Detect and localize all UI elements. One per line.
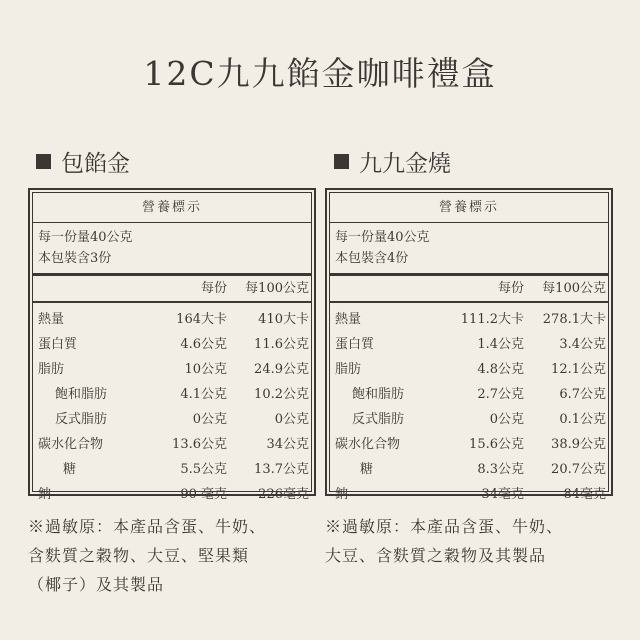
col-header-per-100g: 每100公克 [245,281,309,296]
per-serving-value: 0公克 [192,412,227,427]
panel-title: 營養標示 [330,193,608,223]
allergen-note-right [325,512,563,570]
serving-info [33,223,311,276]
per-serving-value: 10公克 [184,362,227,377]
per-100g-value: 11.6公克 [254,337,309,352]
nutrient-name: 脂肪 [38,362,65,377]
per-100g-value: 84毫克 [563,487,606,502]
per-serving-value: 4.1公克 [180,387,227,402]
per-serving-value: 34毫克 [481,487,524,502]
per-serving-value: 2.7公克 [477,387,524,402]
per-100g-value: 226毫克 [258,487,309,502]
nutrient-row [330,482,608,507]
per-serving-value: 0公克 [489,412,524,427]
allergen-line: （椰子）及其製品 [28,575,165,594]
nutrient-row [33,332,311,357]
nutrient-name: 鈉 [335,487,349,502]
square-bullet-icon [334,154,349,169]
nutrient-row [33,382,311,407]
square-bullet-icon [36,154,51,169]
nutrition-panel-left [28,188,316,502]
per-serving-value: 1.4公克 [477,337,524,352]
nutrient-row [330,332,608,357]
per-100g-value: 6.7公克 [559,387,606,402]
serving-size: 每一份量40公克 [38,230,133,245]
serving-size: 每一份量40公克 [335,230,430,245]
panel-title: 營養標示 [33,193,311,223]
nutrient-name: 飽和脂肪 [352,387,405,402]
per-serving-value: 164大卡 [176,312,227,327]
col-header-per-serving: 每份 [200,281,227,296]
per-serving-value: 4.6公克 [180,337,227,352]
nutrient-name: 蛋白質 [38,337,78,352]
nutrient-name: 蛋白質 [335,337,375,352]
servings-per-package: 本包裝含4份 [335,251,409,266]
nutrient-name: 反式脂肪 [55,412,108,427]
section-heading-text: 包餡金 [61,151,130,177]
nutrition-panel-right [325,188,613,502]
per-100g-value: 20.7公克 [551,462,606,477]
per-serving-value: 13.6公克 [172,437,227,452]
nutrient-row [33,357,311,382]
nutrient-name: 糖 [63,462,77,477]
per-100g-value: 0公克 [274,412,309,427]
page-title: 12C九九餡金咖啡禮盒 [143,54,497,93]
nutrient-name: 反式脂肪 [352,412,405,427]
nutrient-name: 熱量 [335,312,362,327]
nutrient-name: 脂肪 [335,362,362,377]
per-serving-value: 90 毫克 [180,487,227,502]
nutrient-row [330,357,608,382]
per-100g-value: 10.2公克 [254,387,309,402]
nutrient-row [330,457,608,482]
per-100g-value: 3.4公克 [559,337,606,352]
nutrient-row [33,307,311,332]
per-100g-value: 24.9公克 [254,362,309,377]
section-heading-right [334,145,451,178]
nutrient-row [330,407,608,432]
per-100g-value: 12.1公克 [551,362,606,377]
nutrient-row [33,432,311,457]
nutrient-row [330,307,608,332]
allergen-line: 大豆、含麩質之穀物及其製品 [325,546,547,565]
per-serving-value: 111.2大卡 [460,312,524,327]
nutrient-row [33,407,311,432]
per-100g-value: 410大卡 [258,312,309,327]
allergen-line: ※過敏原：本產品含蛋、牛奶、 [28,517,267,536]
nutrient-row [33,457,311,482]
nutrient-name: 碳水化合物 [38,437,104,452]
per-100g-value: 13.7公克 [254,462,309,477]
allergen-note-left [28,512,266,599]
nutrient-name: 熱量 [38,312,65,327]
per-serving-value: 15.6公克 [469,437,524,452]
section-heading-text: 九九金燒 [359,151,451,177]
allergen-line: 含麩質之穀物、大豆、堅果類 [28,546,250,565]
nutrient-name: 鈉 [38,487,52,502]
nutrient-row [330,382,608,407]
section-heading-left [36,145,130,178]
serving-info [330,223,608,276]
per-serving-value: 4.8公克 [477,362,524,377]
per-100g-value: 38.9公克 [551,437,606,452]
per-100g-value: 0.1公克 [559,412,606,427]
col-header-per-serving: 每份 [497,281,524,296]
allergen-line: ※過敏原：本產品含蛋、牛奶、 [325,517,564,536]
nutrient-name: 碳水化合物 [335,437,401,452]
per-100g-value: 278.1大卡 [542,312,606,327]
per-100g-value: 34公克 [266,437,309,452]
column-headers [330,276,608,303]
nutrient-name: 糖 [360,462,374,477]
nutrient-row [330,432,608,457]
servings-per-package: 本包裝含3份 [38,251,112,266]
per-serving-value: 8.3公克 [477,462,524,477]
nutrient-row [33,482,311,507]
nutrient-name: 飽和脂肪 [55,387,108,402]
col-header-per-100g: 每100公克 [542,281,606,296]
per-serving-value: 5.5公克 [180,462,227,477]
column-headers [33,276,311,303]
